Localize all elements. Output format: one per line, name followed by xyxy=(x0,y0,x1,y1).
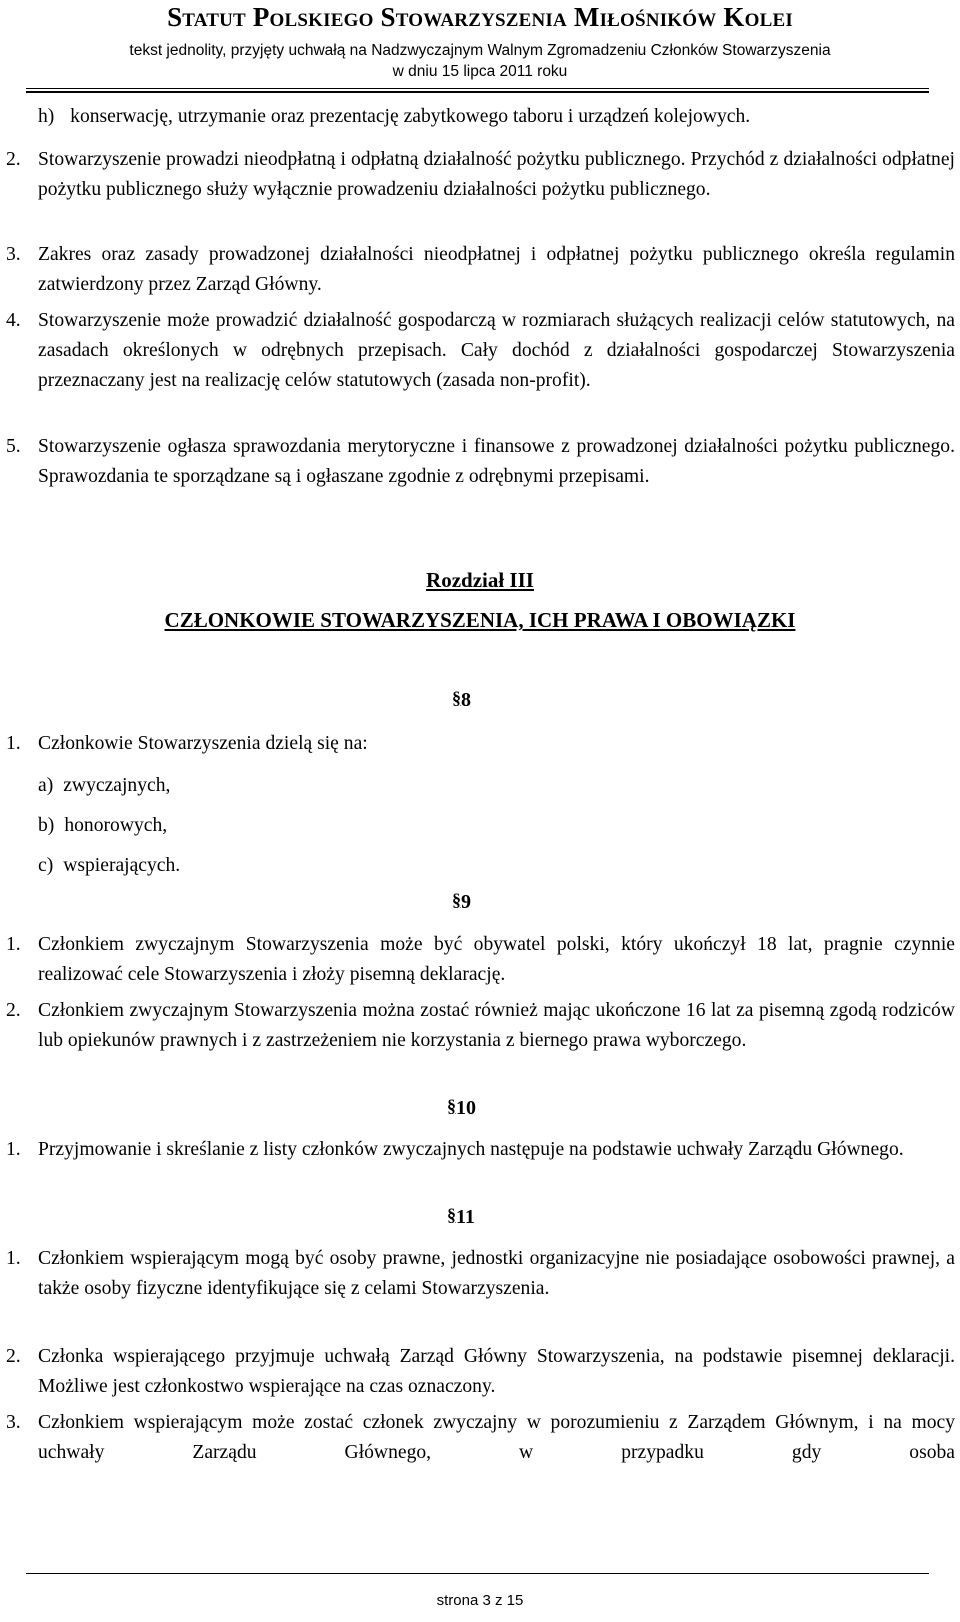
paragraph-11-3: 3. Członkiem wspierającym może zostać członek zwyczajny w porozumieniu z Zarządem Głównym, i na mocy uchwały Zarządu Głównego, w przypadku gdy osoba xyxy=(6,1412,955,1463)
paragraph-number: 4. xyxy=(6,310,21,331)
section-sign-icon: § xyxy=(452,890,461,910)
paragraph-11-2: 2. Członka wspierającego przyjmuje uchwałą Zarząd Główny Stowarzyszenia, na podstawie pisemnej deklaracji. Możliwe jest członkostwo wspierające na czas oznaczony. xyxy=(6,1346,955,1397)
header-divider xyxy=(26,88,929,89)
paragraph-text: Stowarzyszenie ogłasza sprawozdania merytoryczne i finansowe z prowadzonej działalności pożytku publicznego. Sprawozdania te sporządzane są i ogłaszane zgodnie z odrębnymi przepisami. xyxy=(38,436,955,487)
list-item: a) zwyczajnych, xyxy=(38,775,171,796)
section-mark-8: §8 xyxy=(452,688,471,711)
paragraph-9-1: 1. Członkiem zwyczajnym Stowarzyszenia może być obywatel polski, który ukończył 18 lat, pragnie czynnie realizować cele Stowarzyszenia i złoży pisemną deklarację. xyxy=(6,934,955,985)
list-item: b) honorowych, xyxy=(38,815,168,836)
list-item xyxy=(38,102,750,132)
paragraph-number: 5. xyxy=(6,436,21,457)
document-title: Statut Polskiego Stowarzyszenia Miłośników Kolei xyxy=(167,2,793,32)
section-sign-icon: § xyxy=(447,1205,456,1225)
section-sign-icon: § xyxy=(447,1096,456,1116)
chapter-title: CZŁONKOWIE STOWARZYSZENIA, ICH PRAWA I OBOWIĄZKI xyxy=(164,608,796,632)
paragraph-9-2: 2. Członkiem zwyczajnym Stowarzyszenia można zostać również mając ukończone 16 lat za pisemną zgodą rodziców lub opiekunów prawnych i z zastrzeżeniem nie korzystania z biernego prawa wyborczego. xyxy=(6,1000,955,1051)
paragraph-4 xyxy=(6,306,955,396)
section-mark-10: §10 xyxy=(447,1096,476,1119)
paragraph-text: Zakres oraz zasady prowadzonej działalności nieodpłatnej i odpłatnej pożytku publicznego określa regulamin zatwierdzony przez Zarząd Główny. xyxy=(38,244,955,295)
section-mark-9: §9 xyxy=(452,890,471,913)
section-mark-11: §11 xyxy=(447,1205,475,1228)
paragraph-text: Stowarzyszenie prowadzi nieodpłatną i odpłatną działalność pożytku publicznego. Przychód z działalności odpłatnej pożytku publicznego służy wyłącznie prowadzeniu działalności pożytku publicznego. xyxy=(38,149,955,200)
paragraph-5 xyxy=(6,432,955,492)
list-item: c) wspierających. xyxy=(38,855,181,876)
paragraph-3 xyxy=(6,240,955,300)
paragraph-11-1: 1. Członkiem wspierającym mogą być osoby prawne, jednostki organizacyjne nie posiadające osobowości prawnej, a także osoby fizyczne identyfikujące się z celami Stowarzyszenia. xyxy=(6,1248,955,1299)
paragraph-8-1: 1. Członkowie Stowarzyszenia dzielą się na: xyxy=(6,733,368,754)
section-sign-icon: § xyxy=(452,688,461,708)
paragraph-number: 2. xyxy=(6,149,21,170)
list-item-text: konserwację, utrzymanie oraz prezentację zabytkowego taboru i urządzeń kolejowych. xyxy=(70,106,751,127)
footer-divider xyxy=(26,1573,929,1574)
paragraph-10-1: 1. Przyjmowanie i skreślanie z listy członków zwyczajnych następuje na podstawie uchwały Zarządu Głównego. xyxy=(6,1139,904,1160)
paragraph-number: 3. xyxy=(6,244,21,265)
paragraph-2 xyxy=(6,145,955,205)
list-item-label: h) xyxy=(38,106,55,127)
document-date: w dniu 15 lipca 2011 roku xyxy=(392,63,568,80)
paragraph-text: Stowarzyszenie może prowadzić działalność gospodarczą w rozmiarach służących realizacji celów statutowych, na zasadach określonych w odrębnych przepisach. Cały dochód z działalności gospodarczej Stowarzyszenia przeznaczany jest na realizację celów statutowych (zasada non-profit). xyxy=(38,310,955,391)
header-divider-thick xyxy=(26,91,929,93)
page-number: strona 3 z 15 xyxy=(436,1592,524,1609)
chapter-label: Rozdział III xyxy=(426,568,534,592)
document-subtitle: tekst jednolity, przyjęty uchwałą na Nadzwyczajnym Walnym Zgromadzeniu Członków Stowarzyszenia xyxy=(129,42,831,59)
